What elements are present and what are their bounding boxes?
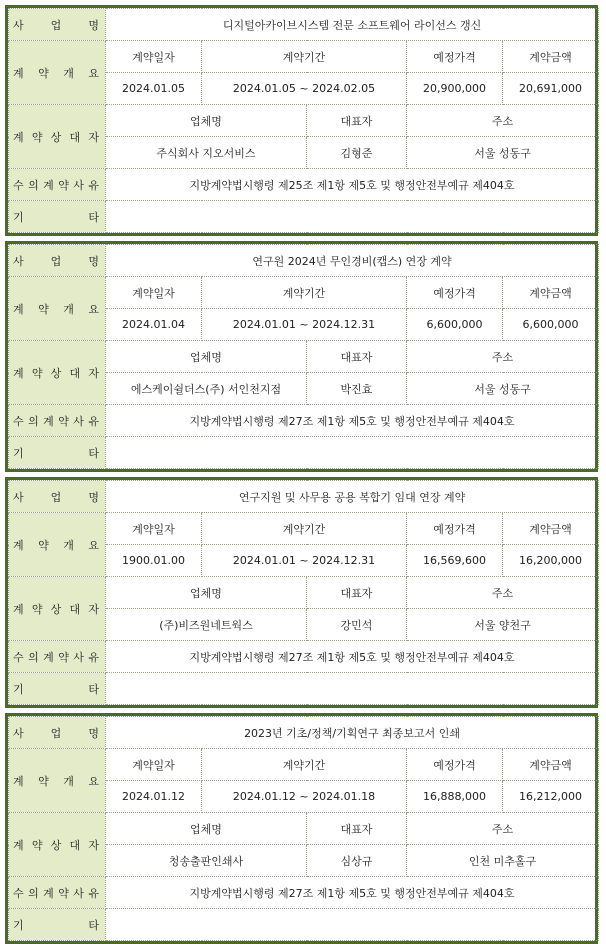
estimated-price: 6,600,000 xyxy=(407,309,503,341)
business-title: 연구지원 및 사무용 공용 복합기 임대 연장 계약 xyxy=(106,481,599,513)
header-contract-amount: 계약금액 xyxy=(503,513,599,545)
header-address: 주소 xyxy=(407,813,599,845)
other-notes xyxy=(106,437,599,469)
header-estimated-price: 예정가격 xyxy=(407,749,503,781)
header-contract-date: 계약일자 xyxy=(106,513,202,545)
label-business xyxy=(9,245,106,277)
private-contract-reason: 지방계약법시행령 제27조 제1항 제5호 및 행정안전부예규 제404호 xyxy=(106,877,599,909)
label-counterparty xyxy=(9,341,106,405)
contract-amount: 16,212,000 xyxy=(503,781,599,813)
label-char: 약 xyxy=(58,414,69,428)
label-reason xyxy=(9,877,106,909)
header-contract-period: 계약기간 xyxy=(202,513,407,545)
label-business xyxy=(9,9,106,41)
label-char: 유 xyxy=(88,414,99,428)
contract-amount: 20,691,000 xyxy=(503,73,599,105)
header-representative: 대표자 xyxy=(307,341,407,373)
label-char: 개 xyxy=(63,538,74,552)
company-name: 에스케이쉴더스(주) 서인천지점 xyxy=(106,373,307,405)
label-char: 개 xyxy=(63,302,74,316)
label-char: 업 xyxy=(50,726,62,740)
header-contract-period: 계약기간 xyxy=(202,277,407,309)
contract-table xyxy=(8,480,599,705)
label-char: 사 xyxy=(13,726,24,740)
contract-period: 2024.01.01 ~ 2024.12.31 xyxy=(202,309,407,341)
label-char: 계 xyxy=(43,650,54,664)
label-char: 사 xyxy=(73,886,84,900)
header-company: 업체명 xyxy=(106,813,307,845)
header-address: 주소 xyxy=(407,577,599,609)
label-char: 사 xyxy=(13,254,24,268)
contract-period: 2024.01.01 ~ 2024.12.31 xyxy=(202,545,407,577)
header-address: 주소 xyxy=(407,341,599,373)
label-char: 자 xyxy=(88,366,99,380)
representative: 심상규 xyxy=(307,845,407,877)
label-char: 유 xyxy=(88,886,99,900)
contract-period: 2024.01.05 ~ 2024.02.05 xyxy=(202,73,407,105)
label-char: 대 xyxy=(69,838,81,852)
label-char: 유 xyxy=(88,650,99,664)
label-char: 요 xyxy=(88,538,99,552)
contract-table xyxy=(8,8,599,233)
label-char: 타 xyxy=(88,446,99,460)
label-char: 상 xyxy=(50,130,62,144)
business-title: 연구원 2024년 무인경비(캡스) 연장 계약 xyxy=(106,245,599,277)
label-char: 명 xyxy=(88,254,99,268)
representative: 박진효 xyxy=(307,373,407,405)
header-contract-amount: 계약금액 xyxy=(503,41,599,73)
address: 인천 미추홀구 xyxy=(407,845,599,877)
label-char: 요 xyxy=(88,66,99,80)
contract-amount: 6,600,000 xyxy=(503,309,599,341)
label-char: 약 xyxy=(58,886,69,900)
label-char: 사 xyxy=(73,650,84,664)
label-char: 계 xyxy=(13,838,24,852)
representative: 김형준 xyxy=(307,137,407,169)
label-char: 계 xyxy=(13,66,24,80)
label-char: 약 xyxy=(31,838,43,852)
contract-table xyxy=(8,244,599,469)
label-char: 명 xyxy=(88,490,99,504)
label-counterparty xyxy=(9,813,106,877)
contract-table xyxy=(8,716,599,941)
contract-date: 2024.01.05 xyxy=(106,73,202,105)
label-char: 약 xyxy=(38,66,49,80)
other-notes xyxy=(106,673,599,705)
label-reason xyxy=(9,405,106,437)
label-char: 계 xyxy=(13,302,24,316)
label-business xyxy=(9,481,106,513)
label-char: 약 xyxy=(31,130,43,144)
company-name: 청송출판인쇄사 xyxy=(106,845,307,877)
label-char: 약 xyxy=(31,366,43,380)
contract-block xyxy=(5,477,598,708)
label-char: 수 xyxy=(13,886,24,900)
label-char: 계 xyxy=(13,538,24,552)
label-overview xyxy=(9,41,106,105)
header-representative: 대표자 xyxy=(307,577,407,609)
company-name: 주식회사 지오서비스 xyxy=(106,137,307,169)
header-representative: 대표자 xyxy=(307,813,407,845)
label-char: 의 xyxy=(28,414,39,428)
label-char: 사 xyxy=(13,490,24,504)
label-char: 기 xyxy=(13,446,24,460)
private-contract-reason: 지방계약법시행령 제27조 제1항 제5호 및 행정안전부예규 제404호 xyxy=(106,405,599,437)
label-char: 계 xyxy=(43,886,54,900)
header-representative: 대표자 xyxy=(307,105,407,137)
label-char: 타 xyxy=(88,210,99,224)
label-char: 상 xyxy=(50,838,62,852)
label-counterparty xyxy=(9,577,106,641)
contract-block xyxy=(5,241,598,472)
header-address: 주소 xyxy=(407,105,599,137)
label-char: 기 xyxy=(13,918,24,932)
label-counterparty xyxy=(9,105,106,169)
label-char: 약 xyxy=(38,774,49,788)
private-contract-reason: 지방계약법시행령 제27조 제1항 제5호 및 행정안전부예규 제404호 xyxy=(106,641,599,673)
label-other xyxy=(9,909,106,941)
estimated-price: 16,888,000 xyxy=(407,781,503,813)
label-char: 사 xyxy=(73,414,84,428)
label-char: 약 xyxy=(38,538,49,552)
label-char: 대 xyxy=(69,602,81,616)
label-char: 약 xyxy=(38,302,49,316)
contract-date: 1900.01.00 xyxy=(106,545,202,577)
label-char: 업 xyxy=(50,254,62,268)
label-char: 계 xyxy=(43,178,54,192)
label-char: 개 xyxy=(63,66,74,80)
label-char: 사 xyxy=(13,18,24,32)
label-char: 기 xyxy=(13,210,24,224)
label-overview xyxy=(9,277,106,341)
business-title: 디지털아카이브시스템 전문 소프트웨어 라이선스 갱신 xyxy=(106,9,599,41)
label-char: 수 xyxy=(13,414,24,428)
label-char: 상 xyxy=(50,602,62,616)
label-char: 계 xyxy=(13,602,24,616)
header-contract-date: 계약일자 xyxy=(106,277,202,309)
header-contract-amount: 계약금액 xyxy=(503,277,599,309)
header-contract-amount: 계약금액 xyxy=(503,749,599,781)
label-char: 업 xyxy=(50,490,62,504)
label-char: 개 xyxy=(63,774,74,788)
representative: 강민석 xyxy=(307,609,407,641)
label-char: 계 xyxy=(13,130,24,144)
label-char: 명 xyxy=(88,18,99,32)
contract-amount: 16,200,000 xyxy=(503,545,599,577)
label-char: 대 xyxy=(69,366,81,380)
label-char: 자 xyxy=(88,602,99,616)
label-char: 의 xyxy=(28,650,39,664)
label-char: 기 xyxy=(13,682,24,696)
contract-block xyxy=(5,713,598,944)
label-reason xyxy=(9,641,106,673)
address: 서울 양천구 xyxy=(407,609,599,641)
label-char: 타 xyxy=(88,682,99,696)
label-char: 계 xyxy=(43,414,54,428)
label-char: 상 xyxy=(50,366,62,380)
label-char: 자 xyxy=(88,130,99,144)
label-other xyxy=(9,673,106,705)
company-name: (주)비즈원네트웍스 xyxy=(106,609,307,641)
label-char: 수 xyxy=(13,178,24,192)
label-char: 수 xyxy=(13,650,24,664)
other-notes xyxy=(106,909,599,941)
header-company: 업체명 xyxy=(106,341,307,373)
estimated-price: 16,569,600 xyxy=(407,545,503,577)
label-char: 약 xyxy=(58,178,69,192)
header-contract-period: 계약기간 xyxy=(202,749,407,781)
label-char: 사 xyxy=(73,178,84,192)
header-company: 업체명 xyxy=(106,105,307,137)
address: 서울 성동구 xyxy=(407,373,599,405)
label-char: 업 xyxy=(50,18,62,32)
label-char: 계 xyxy=(13,366,24,380)
header-contract-date: 계약일자 xyxy=(106,41,202,73)
contract-date: 2024.01.12 xyxy=(106,781,202,813)
label-other xyxy=(9,201,106,233)
label-overview xyxy=(9,749,106,813)
contract-period: 2024.01.12 ~ 2024.01.18 xyxy=(202,781,407,813)
label-char: 의 xyxy=(28,178,39,192)
header-estimated-price: 예정가격 xyxy=(407,513,503,545)
label-reason xyxy=(9,169,106,201)
header-contract-date: 계약일자 xyxy=(106,749,202,781)
label-char: 유 xyxy=(88,178,99,192)
other-notes xyxy=(106,201,599,233)
label-char: 명 xyxy=(88,726,99,740)
label-char: 타 xyxy=(88,918,99,932)
header-contract-period: 계약기간 xyxy=(202,41,407,73)
label-char: 대 xyxy=(69,130,81,144)
label-business xyxy=(9,717,106,749)
contract-block xyxy=(5,5,598,236)
header-estimated-price: 예정가격 xyxy=(407,41,503,73)
label-char: 자 xyxy=(88,838,99,852)
label-char: 의 xyxy=(28,886,39,900)
label-char: 약 xyxy=(31,602,43,616)
label-char: 요 xyxy=(88,774,99,788)
label-char: 계 xyxy=(13,774,24,788)
header-estimated-price: 예정가격 xyxy=(407,277,503,309)
label-overview xyxy=(9,513,106,577)
header-company: 업체명 xyxy=(106,577,307,609)
estimated-price: 20,900,000 xyxy=(407,73,503,105)
label-char: 요 xyxy=(88,302,99,316)
address: 서울 성동구 xyxy=(407,137,599,169)
private-contract-reason: 지방계약법시행령 제25조 제1항 제5호 및 행정안전부예규 제404호 xyxy=(106,169,599,201)
label-char: 약 xyxy=(58,650,69,664)
contract-date: 2024.01.04 xyxy=(106,309,202,341)
business-title: 2023년 기초/정책/기획연구 최종보고서 인쇄 xyxy=(106,717,599,749)
label-other xyxy=(9,437,106,469)
